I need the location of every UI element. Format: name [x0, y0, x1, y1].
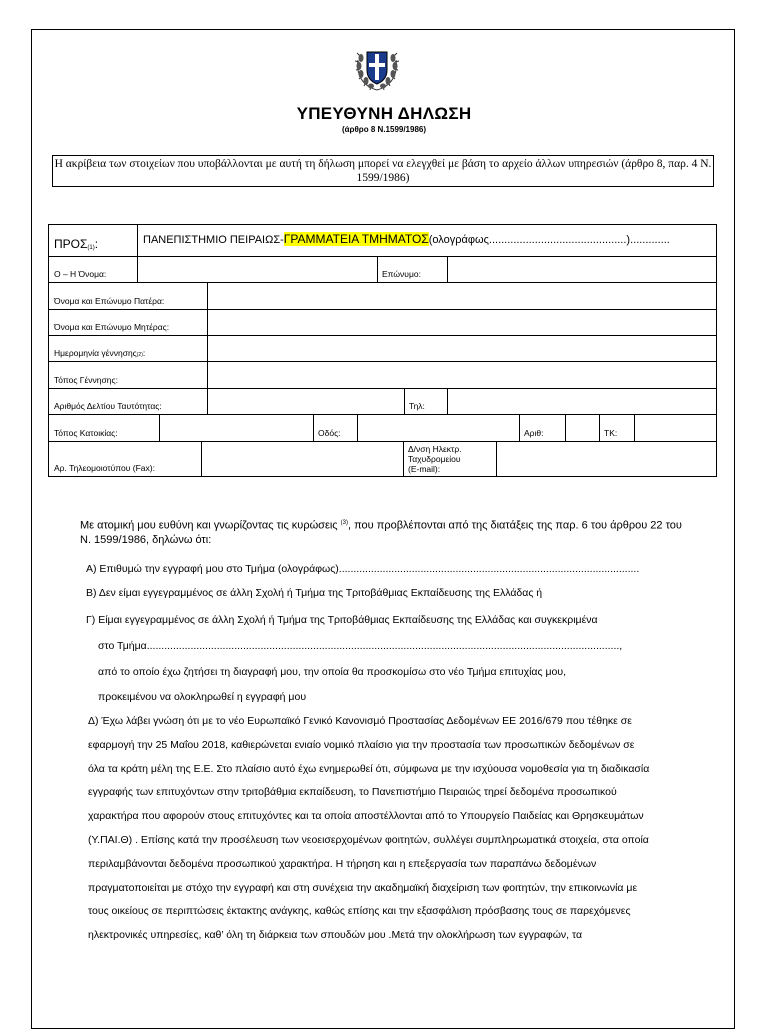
item-c-enrolled-elsewhere: Γ) Είμαι εγγεγραμμένος σε άλλη Σχολή ή Τμήμα της Τριτοβάθμιας Εκπαίδευσης της Ελλάδας και συγκεκριμένα	[86, 614, 598, 626]
id-phone-row	[49, 389, 716, 415]
birthplace-field[interactable]	[207, 362, 716, 388]
item-b-not-enrolled: Β) Δεν είμαι εγγεγραμμένος σε άλλη Σχολή ή Τμήμα της Τριτοβάθμιας Εκπαίδευσης της Ελλάδας ή	[86, 587, 543, 599]
birthplace-label: Τόπος Γέννησης:	[54, 375, 118, 385]
fax-field[interactable]	[201, 442, 403, 476]
street-number-field[interactable]	[565, 415, 599, 441]
gdpr-line: όλα τα κράτη μέλη της Ε.Ε. Στο πλαίσιο αυτό έχω ενημερωθεί ότι, σύμφωνα με την ισχύουσα νομοθεσία για τη διαδικασία	[88, 762, 650, 775]
gdpr-line: περιλαμβάνονται δεδομένα προσωπικού χαρακτήρα. Η τήρηση και η επεξεργασία των παραπάνω δεδομένων	[88, 857, 597, 870]
birthdate-field[interactable]	[207, 336, 716, 361]
phone-field[interactable]	[447, 389, 716, 414]
gdpr-line: τους οικείους σε περιπτώσεις έκτακτης ανάγκης, καθώς επίσης και την εξασφάλιση πρόσβασης τους σε παρεχόμενες	[88, 905, 631, 918]
gdpr-line: πραγματοποιείται με στόχο την εγγραφή και στη συνέχεια την ακαδημαϊκή διαχείριση των φοιτητών, την επικοινωνία με	[88, 881, 638, 894]
declaration-intro: Με ατομική μου ευθύνη και γνωρίζοντας τις κυρώσεις $^{(3)}$, που προβλέπονται από της διατάξεις της παρ. 6 του άρθρου 22 του Ν. 1599/1986, δηλώνω ότι:	[80, 519, 682, 546]
id-number-label: Αριθμός Δελτίου Ταυτότητας:	[54, 401, 162, 411]
residence-label: Τόπος Κατοικίας:	[54, 428, 118, 438]
gdpr-line: (Υ.ΠΑΙ.Θ) . Επίσης κατά την προσέλευση των νεοεισερχομένων φοιτητών, συλλέγει συμπληρωματικά στοιχεία, στα οποία	[88, 833, 649, 846]
street-field[interactable]	[357, 415, 519, 441]
item-d-gdpr-paragraph	[88, 710, 738, 948]
greek-coat-of-arms-emblem	[354, 44, 400, 92]
surname-label: Επώνυμο:	[382, 269, 421, 279]
document-subtitle: (άρθρο 8 Ν.1599/1986)	[341, 125, 427, 134]
gdpr-line: Δ) Έχω λάβει γνώση ότι με το νέο Ευρωπαϊκό Γενικό Κανονισμό Προστασίας Δεδομένων ΕΕ 2016/679 που τέθηκε σε	[88, 715, 632, 727]
father-row	[49, 283, 716, 310]
item-c-deletion-request: από το οποίο έχω ζητήσει τη διαγραφή μου, την οποία θα προσκομίσω στο νέο Τμήμα επιτυχίας μου,	[98, 666, 567, 678]
birthdate-row	[49, 336, 716, 362]
gdpr-line: χαρακτήρα που αφορούν στους επιτυχόντες και τα οποία αποστέλλονται από το Υπουργείο Παιδείας και Θρησκευμάτων	[88, 810, 644, 823]
declarant-details-table	[48, 224, 717, 477]
fax-email-row	[49, 442, 716, 476]
surname-field[interactable]	[447, 257, 716, 282]
accuracy-notice: Η ακρίβεια των στοιχείων που υποβάλλονται με αυτή τη δήλωση μπορεί να ελεγχθεί με βάση το αρχείο άλλων υπηρεσιών (άρθρο 8, παρ. 4 Ν. 1599/1986)	[52, 155, 714, 187]
postcode-field[interactable]	[634, 415, 716, 441]
to-label: ΠΡΟΣ $_{(1)}$ :	[54, 237, 99, 251]
postcode-label: ΤΚ:	[604, 428, 618, 438]
street-number-label: Αριθ:	[524, 428, 544, 438]
mother-name-field[interactable]	[207, 310, 716, 335]
item-c-complete-enrollment: προκειμένου να ολοκληρωθεί η εγγραφή μου	[98, 691, 307, 703]
email-label: Δ/νση Ηλεκτρ. Ταχυδρομείου (E-mail):	[408, 444, 462, 474]
item-c-department-field[interactable]: στο Τμήμα..................................................................................................................................................................,	[98, 640, 623, 652]
name-row	[49, 257, 716, 283]
id-number-field[interactable]	[207, 389, 404, 414]
mother-row	[49, 310, 716, 336]
mother-name-label: Όνομα και Επώνυμο Μητέρας:	[54, 322, 170, 332]
highlighted-recipient: ΓΡΑΜΜΑΤΕΙΑ ΤΜΗΜΑΤΟΣ	[283, 232, 429, 246]
street-label: Οδός:	[318, 428, 341, 438]
document-title: ΥΠΕΥΘΥΝΗ ΔΗΛΩΣΗ	[296, 104, 472, 123]
first-name-label: Ο – Η Όνομα:	[54, 269, 107, 279]
to-row	[49, 225, 716, 257]
to-recipient-field[interactable]: ΠΑΝΕΠΙΣΤΗΜΙΟ ΠΕΙΡΑΙΩΣ-ΓΡΑΜΜΑΤΕΙΑ ΤΜΗΜΑΤΟΣ(ολογράφως.............................................).............	[143, 232, 670, 246]
fax-label: Αρ. Τηλεομοιοτύπου (Fax):	[54, 463, 155, 473]
birthplace-row	[49, 362, 716, 389]
residence-field[interactable]	[159, 415, 313, 441]
birthdate-label: Ημερομηνία γέννησης $_{(2)}$ :	[54, 348, 146, 358]
gdpr-line: εφαρμογή την 25 Μαΐου 2018, καθιερώνεται ενιαίο νομικό πλαίσιο για την προστασία των προσωπικών δεδομένων σε	[88, 738, 635, 751]
residence-row	[49, 415, 716, 442]
gdpr-line: εγγραφής των επιτυχόντων στην τριτοβάθμια εκπαίδευση, το Πανεπιστήμιο Πειραιώς τηρεί δεδομένα προσωπικού	[88, 786, 617, 799]
phone-label: Τηλ:	[409, 401, 425, 411]
father-name-field[interactable]	[207, 283, 716, 309]
gdpr-line: ηλεκτρονικές υπηρεσίες, καθ’ όλη τη διάρκεια των σπουδών μου .Μετά την ολοκλήρωση των εγγραφών, τα	[88, 929, 583, 942]
father-name-label: Όνομα και Επώνυμο Πατέρα:	[54, 296, 165, 306]
first-name-field[interactable]	[137, 257, 377, 282]
email-field[interactable]	[496, 442, 716, 476]
item-a-enrollment-department[interactable]: Α) Επιθυμώ την εγγραφή μου στο Τμήμα (ολογράφως).......................................................................................................	[86, 563, 640, 575]
